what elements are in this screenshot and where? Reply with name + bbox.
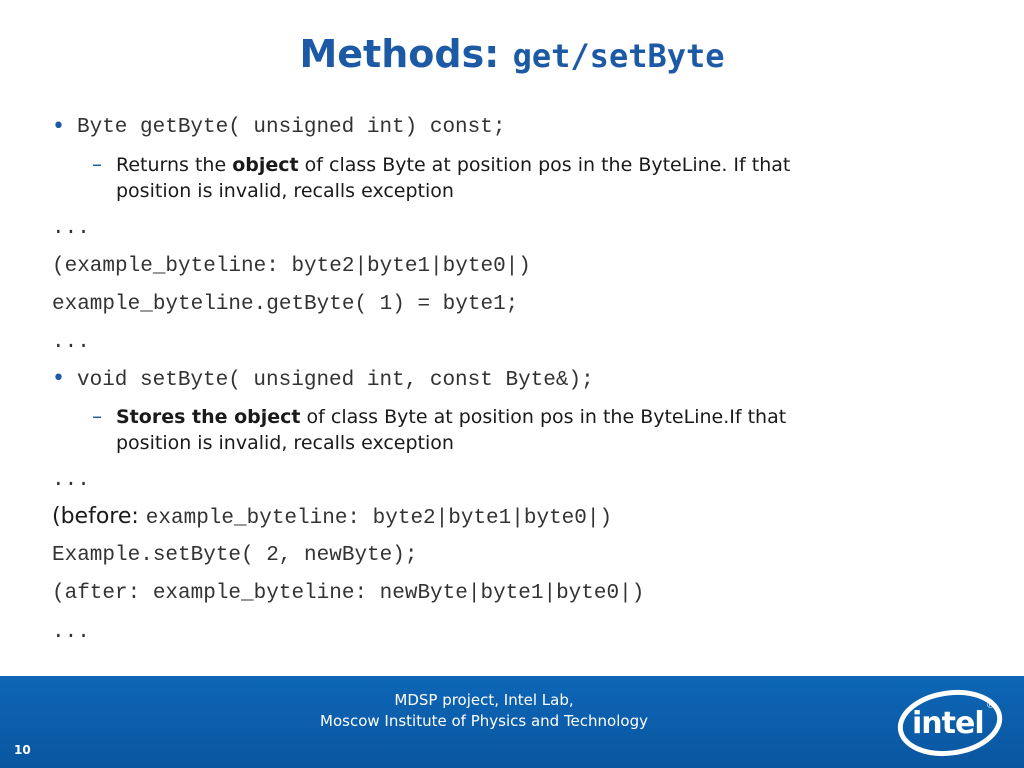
getbyte-desc-text-1: Returns the <box>116 154 233 176</box>
after-line: (after: example_byteline: newByte|byte1|byte0|) <box>52 582 645 605</box>
setbyte-desc-bold: Stores the object <box>116 406 301 428</box>
getbyte-description <box>116 152 956 204</box>
getbyte-signature: Byte getByte( unsigned int) const; <box>77 116 506 139</box>
bullet-icon: • <box>52 114 65 139</box>
example-2-line-2: Example.setByte( 2, newByte); <box>52 544 418 567</box>
bullet-icon: • <box>52 366 65 391</box>
footer-bar <box>0 676 1024 768</box>
dash-icon: – <box>92 404 102 428</box>
title-text: Methods: <box>299 32 513 76</box>
footer-caption <box>0 690 968 732</box>
before-label: (before: <box>52 504 146 529</box>
setbyte-signature: void setByte( unsigned int, const Byte&); <box>77 369 594 392</box>
footer-line-2: Moscow Institute of Physics and Technology <box>320 712 648 730</box>
getbyte-desc-text-3: position is invalid, recalls exception <box>116 180 454 202</box>
example-1-line-2: example_byteline.getByte( 1) = byte1; <box>52 293 519 316</box>
before-line <box>52 504 612 530</box>
getbyte-desc-text-2: of class Byte at position pos in the ByteLine. If that <box>298 154 791 176</box>
ellipsis-3: ... <box>52 469 90 492</box>
footer-line-1: MDSP project, Intel Lab, <box>394 691 574 709</box>
dash-icon: – <box>92 152 102 176</box>
before-code: example_byteline: byte2|byte1|byte0|) <box>145 507 613 530</box>
intel-logo-text: intel <box>912 706 984 741</box>
getbyte-desc-bold: object <box>232 154 299 176</box>
setbyte-description <box>116 404 956 456</box>
title-code: get/setByte <box>512 37 725 75</box>
setbyte-desc-text-2: position is invalid, recalls exception <box>116 432 454 454</box>
example-1-line-1: (example_byteline: byte2|byte1|byte0|) <box>52 255 531 278</box>
intel-logo-icon <box>894 682 1006 762</box>
ellipsis-4: ... <box>52 621 90 644</box>
setbyte-desc-text-1: of class Byte at position pos in the ByteLine.If that <box>300 406 787 428</box>
slide-title <box>0 32 1024 76</box>
ellipsis-2: ... <box>52 331 90 354</box>
ellipsis-1: ... <box>52 217 90 240</box>
page-number: 10 <box>14 743 31 757</box>
registered-mark: ® <box>986 701 995 711</box>
